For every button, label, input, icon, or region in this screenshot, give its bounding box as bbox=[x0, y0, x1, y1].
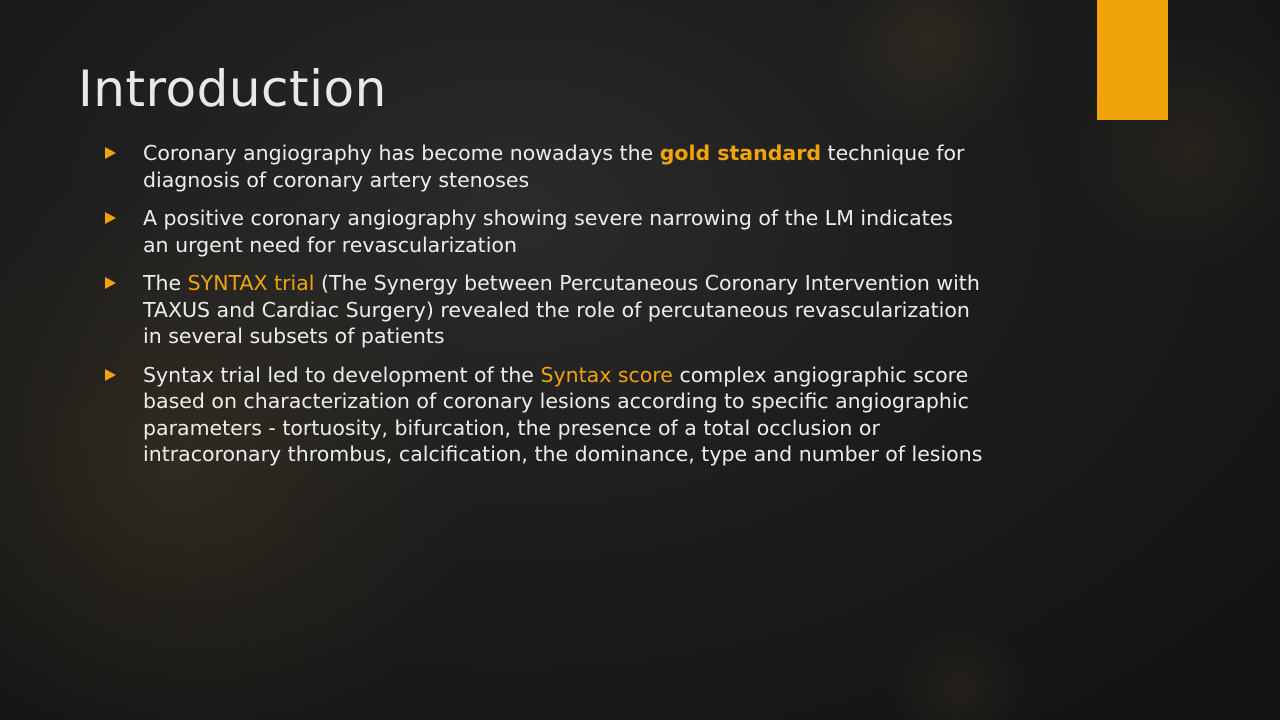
bullet-highlight: Syntax score bbox=[540, 362, 673, 387]
triangle-right-icon bbox=[105, 277, 116, 289]
bullet-text: Syntax trial led to development of the bbox=[143, 362, 541, 387]
bullet-item-syntax-score bbox=[103, 362, 983, 468]
bullet-text: Coronary angiography has become nowadays the bbox=[143, 141, 660, 165]
bullet-text: technique for diagnosis of coronary artery stenoses bbox=[143, 141, 965, 192]
triangle-right-icon bbox=[105, 369, 116, 381]
bullet-list bbox=[103, 140, 983, 480]
triangle-right-icon bbox=[105, 147, 116, 159]
accent-bar bbox=[1097, 0, 1168, 120]
triangle-right-icon bbox=[105, 212, 116, 224]
bullet-item-positive-angiography bbox=[103, 205, 983, 258]
bullet-text: A positive coronary angiography showing severe narrowing of the LM indicates an urgent need for revascularization bbox=[143, 206, 953, 257]
slide-title: Introduction bbox=[78, 60, 387, 118]
bullet-text: (The Synergy between Percutaneous Coronary Intervention with TAXUS and Cardiac Surgery) revealed the role of percutaneous revascularization in several subsets of patients bbox=[143, 271, 980, 348]
bullet-text: The bbox=[143, 271, 188, 295]
bullet-highlight: gold standard bbox=[659, 141, 822, 165]
bullet-text: complex angiographic score based on characterization of coronary lesions according to specific angiographic parameters - tortuosity, bifurcation, the presence of a total occlusion or intracoronary thrombus, calcification, the dominance, type and number of lesions bbox=[143, 362, 983, 466]
bullet-item-gold-standard bbox=[103, 140, 983, 193]
bullet-item-syntax-trial bbox=[103, 270, 983, 350]
bullet-highlight: SYNTAX trial bbox=[187, 271, 315, 295]
